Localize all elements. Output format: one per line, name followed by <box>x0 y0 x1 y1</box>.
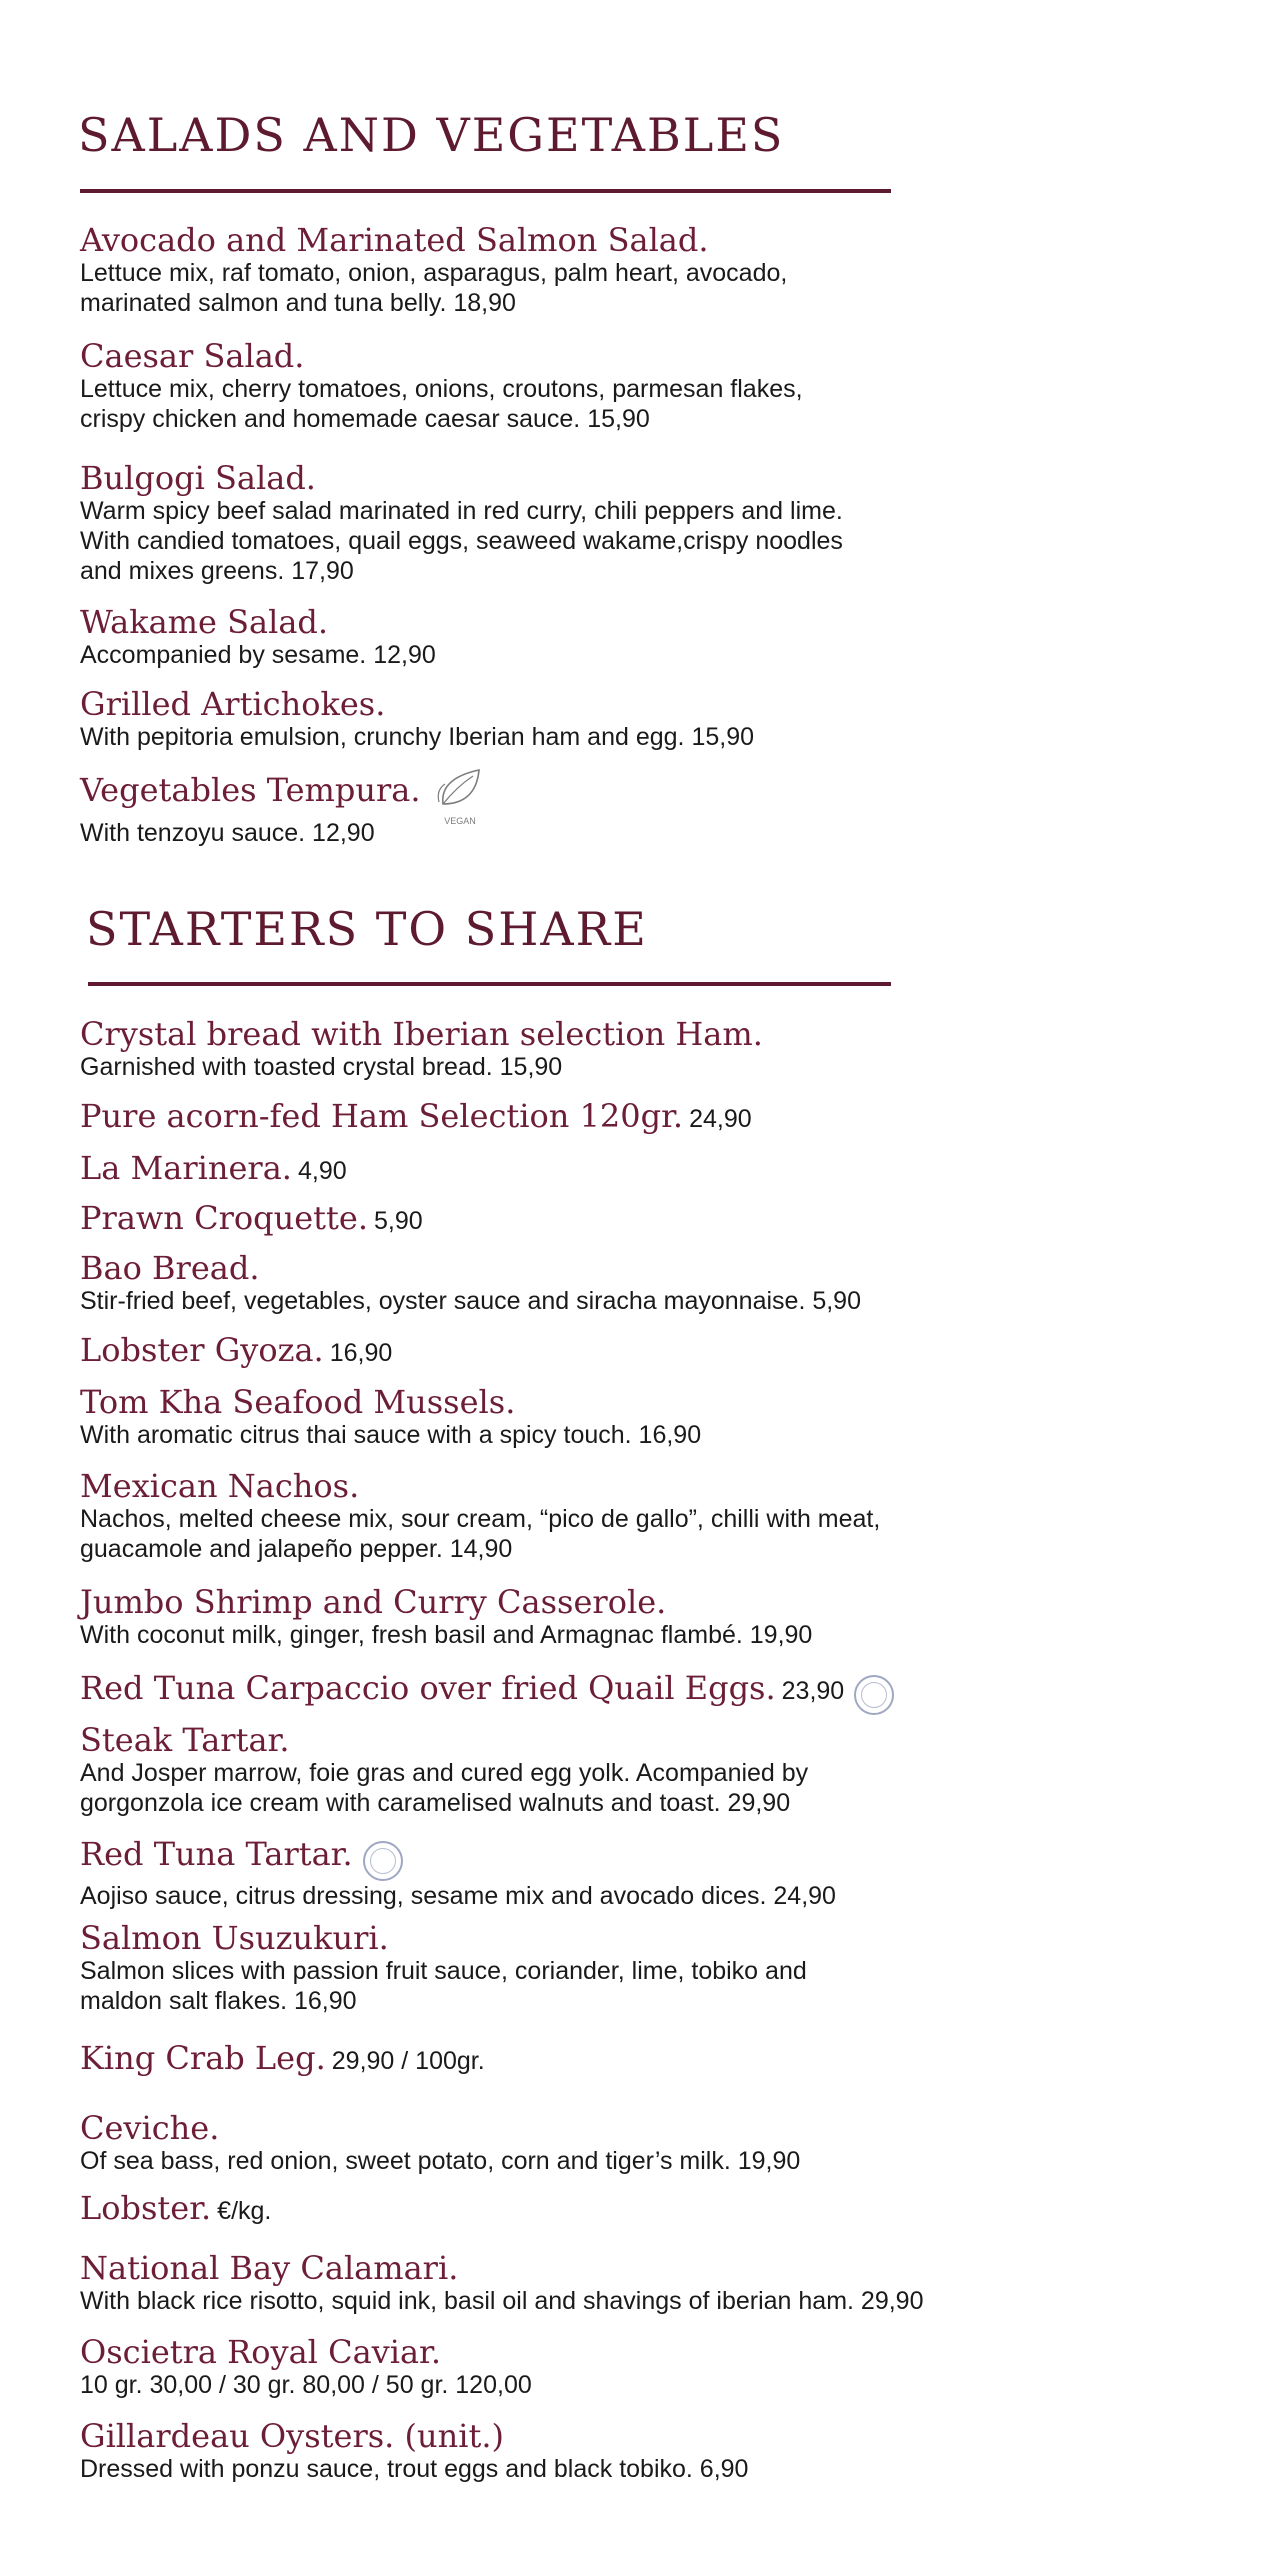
leaf-icon <box>435 766 485 826</box>
item-name: Mexican Nachos. <box>80 1467 360 1505</box>
item-name: Jumbo Shrimp and Curry Casserole. <box>80 1583 667 1621</box>
menu-item <box>80 1670 980 1715</box>
menu-item <box>80 1584 980 1650</box>
item-description: With aromatic citrus thai sauce with a spicy touch. 16,90 <box>80 1421 702 1449</box>
menu-item <box>80 1016 980 1082</box>
item-description: Lettuce mix, raf tomato, onion, asparagus, palm heart, avocado, <box>80 259 788 287</box>
seal-icon <box>363 1841 403 1881</box>
item-name: Red Tuna Tartar. <box>80 1835 353 1873</box>
menu-item <box>80 2250 980 2316</box>
item-name: Vegetables Tempura. <box>80 771 421 810</box>
menu-item <box>80 2334 980 2400</box>
item-price: €/kg. <box>217 2197 272 2225</box>
item-name: Salmon Usuzukuri. <box>80 1919 389 1957</box>
item-description: Accompanied by sesame. 12,90 <box>80 641 436 669</box>
menu-item <box>80 1384 980 1450</box>
item-description: guacamole and jalapeño pepper. 14,90 <box>80 1535 513 1563</box>
menu-item <box>80 338 980 434</box>
item-name: National Bay Calamari. <box>80 2249 459 2287</box>
item-description: Aojiso sauce, citrus dressing, sesame mix and avocado dices. 24,90 <box>80 1881 836 1910</box>
item-name: Gillardeau Oysters. (unit.) <box>80 2417 504 2455</box>
item-price: 5,90 <box>373 1207 423 1235</box>
menu-item <box>80 1200 980 1236</box>
menu-item <box>80 1332 980 1368</box>
item-description: Salmon slices with passion fruit sauce, coriander, lime, tobiko and <box>80 1957 807 1985</box>
menu-item <box>80 1150 980 1186</box>
item-name: La Marinera. <box>80 1149 292 1187</box>
item-description: Stir-fried beef, vegetables, oyster sauce and siracha mayonnaise. 5,90 <box>80 1287 861 1315</box>
item-name: Tom Kha Seafood Mussels. <box>80 1383 516 1421</box>
item-description: 10 gr. 30,00 / 30 gr. 80,00 / 50 gr. 120,00 <box>80 2371 532 2399</box>
seal-icon <box>854 1675 894 1715</box>
item-name: Steak Tartar. <box>80 1721 290 1759</box>
item-description: Warm spicy beef salad marinated in red curry, chili peppers and lime. <box>80 497 843 525</box>
item-name: Lobster. <box>80 2189 212 2227</box>
item-name: Pure acorn-fed Ham Selection 120gr. <box>80 1097 684 1135</box>
menu-item <box>80 2110 980 2176</box>
item-description: With black rice risotto, squid ink, basil oil and shavings of iberian ham. 29,90 <box>80 2287 924 2315</box>
item-price: 24,90 <box>689 1105 752 1133</box>
item-name: Bulgogi Salad. <box>80 459 316 497</box>
item-description: With coconut milk, ginger, fresh basil and Armagnac flambé. 19,90 <box>80 1621 813 1649</box>
menu-item <box>80 686 980 752</box>
item-description: Garnished with toasted crystal bread. 15,90 <box>80 1053 563 1081</box>
item-name: Wakame Salad. <box>80 603 329 641</box>
item-name: Red Tuna Carpaccio over fried Quail Eggs. <box>80 1669 776 1707</box>
item-name: Ceviche. <box>80 2109 220 2147</box>
item-description: Lettuce mix, cherry tomatoes, onions, croutons, parmesan flakes, <box>80 375 803 403</box>
item-description: Of sea bass, red onion, sweet potato, corn and tiger’s milk. 19,90 <box>80 2147 801 2175</box>
item-description: With tenzoyu sauce. 12,90 <box>80 819 375 847</box>
menu-item <box>80 604 980 670</box>
vegan-label: VEGAN <box>444 816 476 826</box>
item-description: maldon salt flakes. 16,90 <box>80 1987 357 2015</box>
leaf-icon-graphic <box>435 766 485 808</box>
menu-item <box>80 1468 980 1564</box>
item-description: and mixes greens. 17,90 <box>80 557 354 585</box>
item-name: Bao Bread. <box>80 1249 260 1287</box>
menu-item <box>80 2190 980 2226</box>
item-description: And Josper marrow, foie gras and cured egg yolk. Acompanied by <box>80 1759 809 1787</box>
item-description: marinated salmon and tuna belly. 18,90 <box>80 289 516 317</box>
item-price: 23,90 <box>781 1677 845 1705</box>
item-name: Oscietra Royal Caviar. <box>80 2333 441 2371</box>
item-price: 16,90 <box>329 1339 393 1367</box>
item-name: Crystal bread with Iberian selection Ham. <box>80 1015 763 1053</box>
menu-item <box>80 1250 980 1316</box>
item-description: gorgonzola ice cream with caramelised walnuts and toast. 29,90 <box>80 1789 791 1817</box>
menu-item <box>80 1836 980 1911</box>
item-description: Dressed with ponzu sauce, trout eggs and black tobiko. 6,90 <box>80 2455 749 2483</box>
item-price: 29,90 / 100gr. <box>331 2047 485 2075</box>
menu-item <box>80 2418 980 2484</box>
item-description: crispy chicken and homemade caesar sauce. 15,90 <box>80 405 650 433</box>
menu-item <box>80 1722 980 1818</box>
item-price: 4,90 <box>297 1157 347 1185</box>
item-name: Avocado and Marinated Salmon Salad. <box>80 221 709 259</box>
item-name: Grilled Artichokes. <box>80 685 386 723</box>
menu-item <box>80 770 980 848</box>
item-name: Caesar Salad. <box>80 337 305 375</box>
item-description: With pepitoria emulsion, crunchy Iberian ham and egg. 15,90 <box>80 723 754 751</box>
menu-item <box>80 1920 980 2016</box>
menu-item <box>80 460 980 586</box>
section-title-starters: STARTERS TO SHARE <box>86 902 648 956</box>
menu-item <box>80 222 980 318</box>
item-name: Lobster Gyoza. <box>80 1331 324 1369</box>
menu-item <box>80 2040 980 2076</box>
menu-item <box>80 1098 980 1134</box>
item-name: King Crab Leg. <box>80 2039 326 2077</box>
item-name: Prawn Croquette. <box>80 1199 368 1237</box>
item-description: Nachos, melted cheese mix, sour cream, “pico de gallo”, chilli with meat, <box>80 1505 881 1533</box>
section-title-salads: SALADS AND VEGETABLES <box>78 108 785 162</box>
section-divider <box>88 982 891 986</box>
section-divider <box>80 189 891 193</box>
item-description: With candied tomatoes, quail eggs, seaweed wakame,crispy noodles <box>80 527 843 555</box>
